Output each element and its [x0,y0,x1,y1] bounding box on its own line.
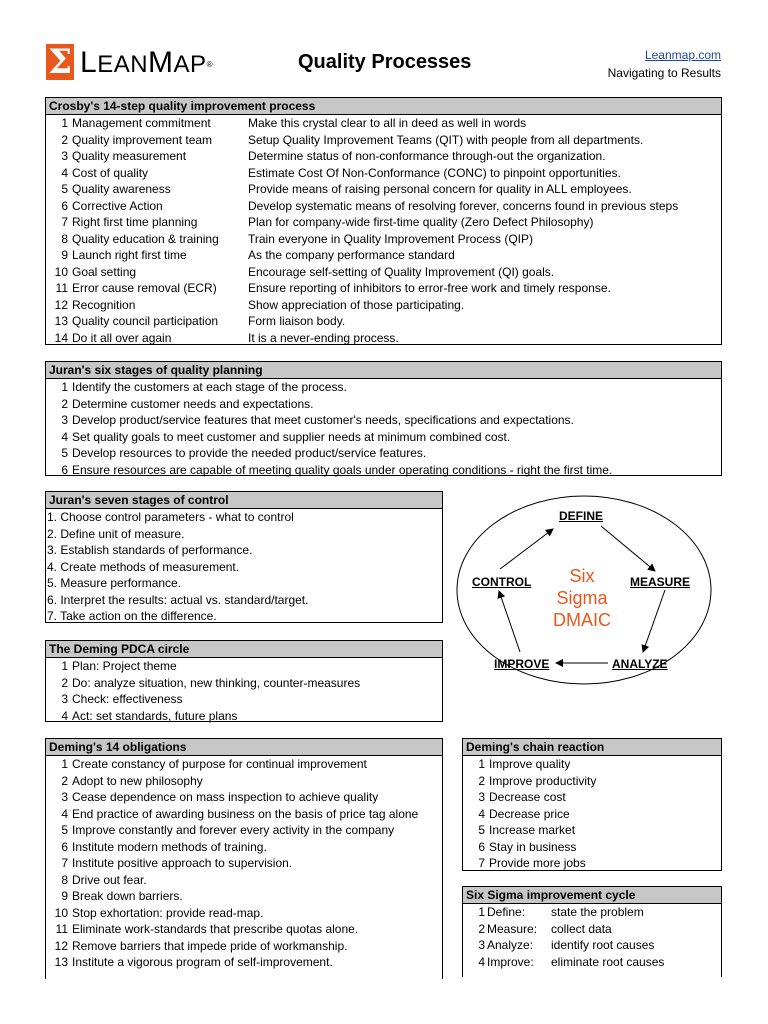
item-number: 11 [55,281,68,295]
juran-planning-panel [45,361,722,476]
item-number: 4 [478,954,485,969]
step-name: Quality education & training [72,231,219,246]
item-number: 9 [61,889,68,903]
list-item [52,773,442,790]
item-number: 1 [478,905,485,919]
step-description: Setup Quality Improvement Teams (QIT) with people from all departments. [248,132,644,147]
step-description: Determine status of non-conformance through-out the organization. [248,149,606,163]
step-name: Quality measurement [72,149,187,163]
step-name: Error cause removal (ECR) [72,281,217,295]
step-description: It is a never-ending process. [248,330,399,345]
dmaic-analyze-label: ANALYZE [612,657,668,671]
item-number: 3 [478,790,485,804]
item-number: 7 [61,215,68,229]
item-text: 1. Choose control parameters - what to control [47,510,294,524]
item-number: 6 [61,462,68,477]
list-item [52,115,721,132]
item-number: 4 [61,806,68,821]
item-text: 7. Take action on the difference. [47,609,217,623]
list-item [469,789,721,806]
item-number: 1 [61,757,68,771]
list-item [469,806,721,823]
pdca-list [46,658,442,724]
item-text: Institute modern methods of training. [72,839,267,854]
logo-letter-l: L [80,46,98,79]
list-item [52,691,442,708]
list-item [52,888,442,905]
item-number: 6 [61,839,68,854]
item-text: Remove barriers that impede pride of workmanship. [72,938,348,953]
item-number: 5 [61,823,68,837]
phase-description: state the problem [551,905,644,919]
list-item [52,658,442,675]
step-description: Estimate Cost Of Non-Conformance (CONC) to pinpoint opportunities. [248,165,621,180]
list-item [469,822,721,839]
list-item [52,872,442,889]
arrow-control-to-define [500,529,553,569]
dmaic-define-label: DEFINE [559,509,604,523]
juran-control-list [46,509,442,625]
item-number: 12 [54,938,68,953]
item-number: 2 [61,773,68,788]
item-number: 5 [478,823,485,837]
list-item [52,429,721,446]
step-description: Train everyone in Quality Improvement Process (QIP) [248,231,533,246]
item-number: 6 [61,198,68,213]
list-item [52,264,721,281]
list-item [52,198,721,215]
crosby-panel [45,97,722,345]
step-description: As the company performance standard [248,248,455,262]
list-item [52,214,721,231]
item-text: 4. Create methods of measurement. [47,559,240,574]
step-description: Provide means of raising personal concern for quality in ALL employees. [248,182,632,196]
item-text: Determine customer needs and expectations. [72,396,314,411]
list-item [47,575,442,592]
step-description: Ensure reporting of inhibitors to error-free work and timely response. [248,281,611,295]
item-number: 12 [54,297,68,312]
list-item [47,509,442,526]
item-number: 5 [61,446,68,460]
list-item [52,132,721,149]
deming14-title: Deming's 14 obligations [46,739,442,756]
list-item [52,855,442,872]
list-item [52,313,721,330]
list-item [52,165,721,182]
item-text: 6. Interpret the results: actual vs. standard/target. [47,592,309,607]
list-item [52,675,442,692]
item-number: 3 [61,790,68,804]
item-number: 4 [61,429,68,444]
list-item [52,708,442,725]
juran-planning-title: Juran's six stages of quality planning [46,362,721,379]
item-text: Eliminate work-standards that prescribe quotas alone. [72,922,359,936]
item-text: Improve constantly and forever every activity in the company [72,823,395,837]
chain-list [463,756,721,872]
item-number: 3 [478,938,485,952]
item-text: Adopt to new philosophy [72,773,203,788]
phase-description: identify root causes [551,938,655,952]
step-description: Encourage self-setting of Quality Improvement (QI) goals. [248,264,555,279]
item-number: 2 [478,921,485,936]
item-number: 2 [61,396,68,411]
step-name: Management commitment [72,116,211,130]
list-item [469,954,721,971]
dmaic-improve-label: IMPROVE [494,657,550,671]
item-text: 2. Define unit of measure. [47,526,185,541]
registered-icon: ® [206,60,213,69]
chain-panel [462,738,722,871]
pdca-panel [45,640,443,722]
arrow-improve-to-control [499,591,520,652]
item-text: Stay in business [489,839,577,854]
deming14-list [46,756,442,971]
item-text: Cease dependence on mass inspection to achieve quality [72,790,379,804]
juran-planning-list [46,379,721,478]
list-item [52,280,721,297]
item-number: 2 [61,675,68,690]
list-item [52,396,721,413]
item-number: 13 [54,314,68,328]
step-description: Make this crystal clear to all in deed as well in words [248,116,527,130]
dmaic-center-line-2: Sigma [556,588,608,608]
phase-name: Measure: [487,921,538,936]
item-number: 3 [61,413,68,427]
item-number: 3 [61,149,68,163]
step-name: Quality awareness [72,182,171,196]
step-name: Recognition [72,297,136,312]
dmaic-control-label: CONTROL [472,575,532,589]
step-description: Plan for company-wide first-time quality (Zero Defect Philosophy) [248,215,594,229]
phase-name: Improve: [487,954,534,969]
phase-name: Analyze: [487,938,534,952]
step-name: Quality improvement team [72,132,213,147]
item-number: 10 [54,264,68,279]
list-item [47,526,442,543]
tagline: Navigating to Results [607,66,721,80]
juran-control-title: Juran's seven stages of control [46,492,442,509]
list-item [52,806,442,823]
item-text: Break down barriers. [72,889,183,903]
item-number: 7 [478,856,485,870]
list-item [469,855,721,872]
chain-title: Deming's chain reaction [463,739,721,756]
item-text: Drive out fear. [72,872,147,887]
item-number: 7 [61,856,68,870]
item-text: Institute positive approach to supervision. [72,856,293,870]
list-item [52,247,721,264]
item-number: 4 [61,708,68,723]
item-number: 4 [61,165,68,180]
step-name: Goal setting [72,264,137,279]
item-number: 1 [61,659,68,673]
item-text: Institute a vigorous program of self-improvement. [72,955,333,969]
step-name: Launch right first time [72,248,187,262]
item-number: 11 [55,922,68,936]
page-title: Quality Processes [298,51,472,73]
list-item [52,954,442,971]
list-item [52,445,721,462]
item-text: Set quality goals to meet customer and supplier needs at minimum combined cost. [72,429,511,444]
item-number: 13 [54,955,68,969]
list-item [47,559,442,576]
juran-control-panel [45,491,443,623]
item-text: Plan: Project theme [72,659,177,673]
list-item [52,412,721,429]
item-text: Provide more jobs [489,856,586,870]
list-item [52,839,442,856]
item-text: 3. Establish standards of performance. [47,543,253,557]
logo-letter-m: M [148,46,174,79]
item-text: Decrease cost [489,790,566,804]
step-description: Show appreciation of those participating. [248,297,465,312]
item-number: 3 [61,692,68,706]
item-number: 14 [54,330,68,345]
deming14-panel [45,738,443,979]
step-description: Develop systematic means of resolving forever, concerns found in previous steps [248,198,679,213]
sixsigma-panel [462,886,722,977]
logo-letters-ean: EAN [97,51,149,78]
dmaic-measure-label: MEASURE [630,575,691,589]
item-text: Develop product/service features that meet customer's needs, specifications and expectations. [72,413,574,427]
item-text: 5. Measure performance. [47,576,182,590]
item-text: Stop exhortation: provide read-map. [72,905,264,920]
item-text: Check: effectiveness [72,692,183,706]
item-text: Develop resources to provide the needed product/service features. [72,446,427,460]
list-item [47,592,442,609]
dmaic-center-text [547,565,617,631]
item-text: Increase market [489,823,576,837]
item-text: Identify the customers at each stage of the process. [72,380,347,394]
item-number: 2 [478,773,485,788]
list-item [52,297,721,314]
item-text: Ensure resources are capable of meeting quality goals under operating conditions - right the first time. [72,462,613,477]
item-text: Create constancy of purpose for continual improvement [72,757,367,771]
list-item [469,904,721,921]
item-text: Decrease price [489,806,570,821]
item-text: Act: set standards, future plans [72,708,238,723]
list-item [469,937,721,954]
dmaic-center-line-1: Six [569,566,595,586]
list-item [469,773,721,790]
list-item [52,231,721,248]
item-number: 1 [61,116,68,130]
arrow-measure-to-analyze [643,590,665,652]
logo-sigma-icon: Σ [47,42,73,82]
item-number: 8 [61,231,68,246]
list-item [52,379,721,396]
logo-letters-ap: AP [173,51,207,78]
item-text: Improve quality [489,757,571,771]
phase-description: eliminate root causes [551,954,665,969]
list-item [52,330,721,347]
list-item [52,181,721,198]
list-item [52,921,442,938]
list-item [52,938,442,955]
list-item [469,921,721,938]
list-item [52,822,442,839]
list-item [52,789,442,806]
item-text: Improve productivity [489,773,597,788]
list-item [52,148,721,165]
list-item [47,608,442,625]
list-item [47,542,442,559]
pdca-title: The Deming PDCA circle [46,641,442,658]
item-text: Do: analyze situation, new thinking, counter-measures [72,675,361,690]
item-number: 8 [61,872,68,887]
step-name: Do it all over again [72,330,172,345]
item-number: 5 [61,182,68,196]
list-item [52,905,442,922]
phase-description: collect data [551,921,612,936]
item-number: 2 [61,132,68,147]
item-text: End practice of awarding business on the basis of price tag alone [72,806,419,821]
step-name: Corrective Action [72,198,163,213]
list-item [52,756,442,773]
list-item [469,839,721,856]
phase-name: Define: [487,905,526,919]
crosby-title: Crosby's 14-step quality improvement process [46,98,721,115]
step-description: Form liaison body. [248,314,346,328]
item-number: 1 [61,380,68,394]
dmaic-center-line-3: DMAIC [553,610,611,630]
crosby-list [46,115,721,346]
sixsigma-list [463,904,721,970]
item-number: 9 [61,248,68,262]
list-item [469,756,721,773]
step-name: Cost of quality [72,165,149,180]
item-number: 6 [478,839,485,854]
step-name: Right first time planning [72,215,198,229]
dmaic-diagram [455,495,715,695]
list-item [52,462,721,479]
item-number: 4 [478,806,485,821]
sixsigma-title: Six Sigma improvement cycle [463,887,721,904]
item-number: 10 [54,905,68,920]
step-name: Quality council participation [72,314,219,328]
site-link[interactable]: Leanmap.com [644,48,721,62]
logo-wordmark [80,47,213,81]
item-number: 1 [478,757,485,771]
